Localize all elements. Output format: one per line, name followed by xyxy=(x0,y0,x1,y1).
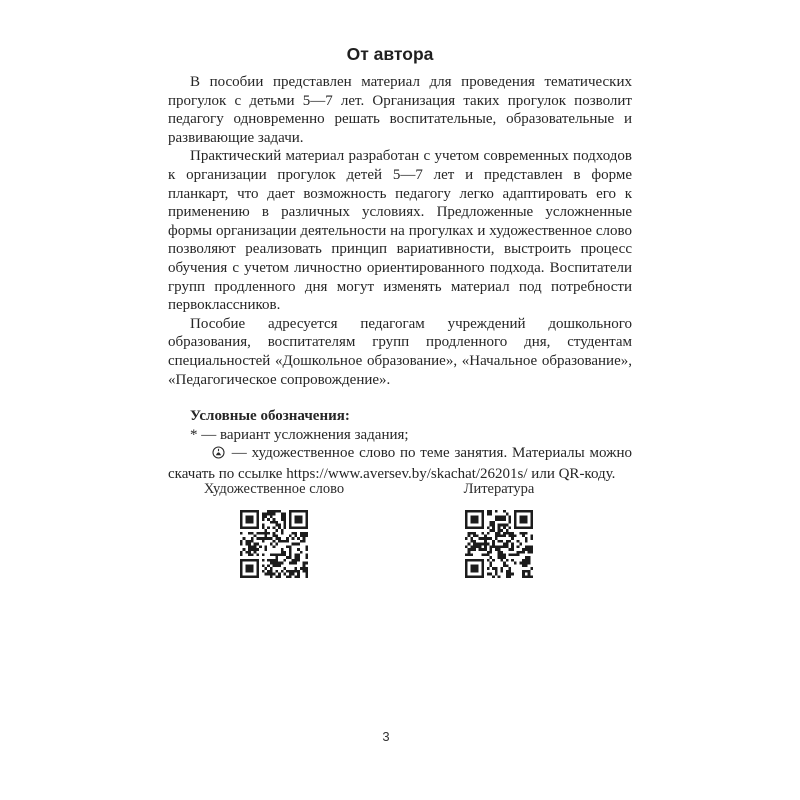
qr-label-literature: Литература xyxy=(463,481,535,497)
page-title: От автора xyxy=(346,44,434,64)
legend-item-text: — художественное слово по теме занятия. Материалы можно скачать по ссылке https://www.aversev.by/skachat/26201s/ или QR-коду. xyxy=(168,445,632,482)
paragraph-audience: Пособие адресуется педагогам учреждений дошкольного образования, воспитателям групп продленного дня, студентам специальностей «Дошкольное образование», «Начальное образование», «Педагогическое сопровождение». xyxy=(168,315,632,388)
artistic-word-icon xyxy=(190,446,225,465)
qr-code-literature xyxy=(465,510,533,578)
qr-code-artistic-word xyxy=(240,510,308,578)
legend-title: Условные обозначения: xyxy=(190,408,350,425)
qr-group-artistic-word xyxy=(174,481,374,583)
legend-item-text: — вариант усложнения задания; xyxy=(201,426,409,443)
paragraph-practical-material: Практический материал разработан с учетом современных подходов к организации прогулок детей 5—7 лет и представлен в форме планкарт, что дает возможность педагогу легко адаптировать его к применению в различных условиях. Предложенные усложненные формы организации деятельности на прогулках и художественное слово позволяют реализовать принцип вариативности, выстроить процесс обучения с учетом личностно ориентированного подхода. Воспитатели групп продленного дня могут изменять материал под потребности первоклассников. xyxy=(168,148,632,314)
page-number: 3 xyxy=(382,729,390,744)
paragraph-intro: В пособии представлен материал для проведения тематических прогулок с детьми 5—7 лет. Организация таких прогулок позволит педагогу одновременно решать воспитательные, образовательные и развивающие задачи. xyxy=(168,74,632,146)
legend-item-asterisk xyxy=(168,426,632,445)
text-block xyxy=(168,73,632,483)
legend-section xyxy=(168,407,632,483)
asterisk-symbol: * xyxy=(190,426,198,443)
legend-item-artistic-word xyxy=(168,444,632,483)
qr-group-literature xyxy=(399,481,599,583)
qr-label-artistic-word: Художественное слово xyxy=(203,481,345,497)
